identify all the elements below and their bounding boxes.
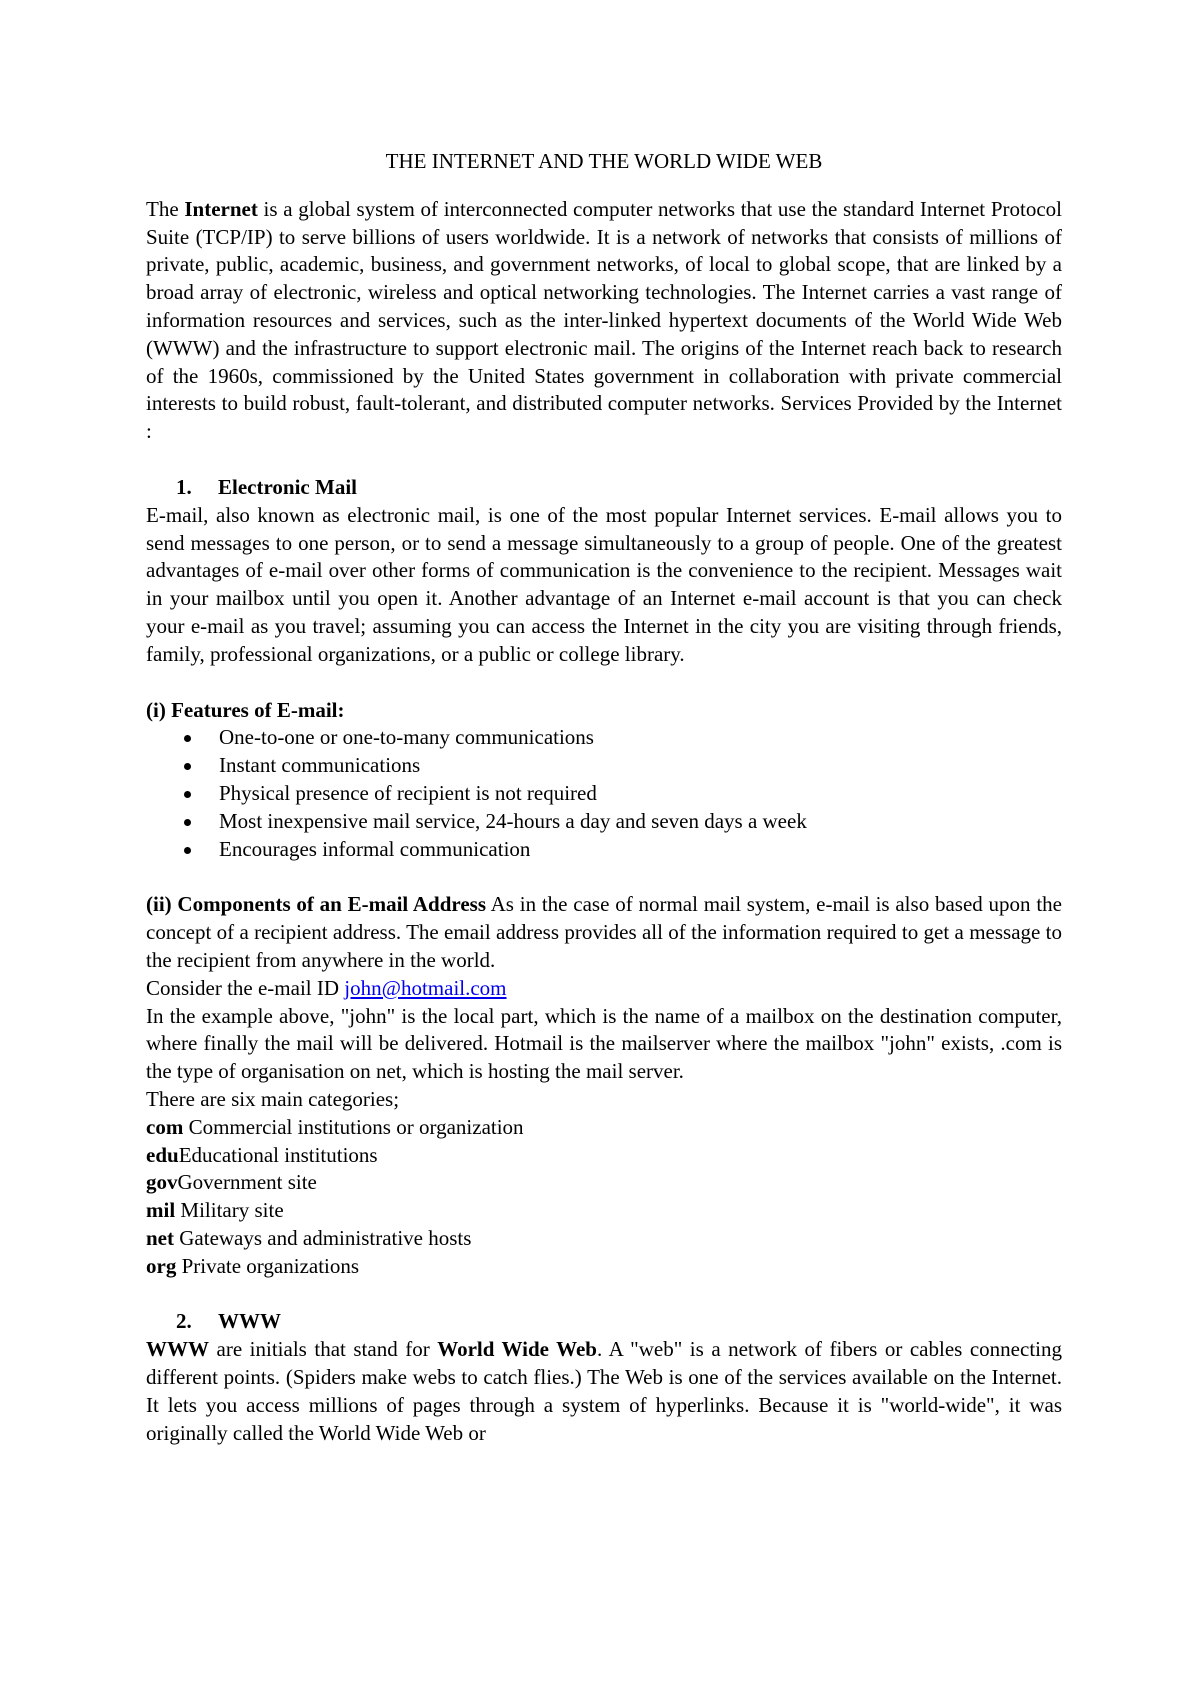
category-code: org: [146, 1253, 177, 1278]
list-item-text: Encourages informal communication: [219, 836, 531, 861]
features-list: [146, 724, 1062, 863]
bullet-icon: [184, 819, 191, 826]
category-desc: Government site: [177, 1170, 317, 1195]
list-item-text: One-to-one or one-to-many communications: [219, 725, 594, 750]
section-number: 2.: [176, 1309, 192, 1334]
example-paragraph: In the example above, "john" is the local part, which is the name of a mailbox on the destination computer, where finally the mail will be delivered. Hotmail is the mailserver where the mailbox "john" exists, .com is the type of organisation on net, which is hosting the mail server.: [146, 1003, 1062, 1084]
category-net: [146, 1225, 1062, 1253]
world-wide-web-bold: World Wide Web: [437, 1337, 597, 1362]
bullet-icon: [184, 735, 191, 742]
section-title: WWW: [218, 1309, 281, 1334]
category-desc: Educational institutions: [178, 1142, 378, 1167]
spacer: [146, 1280, 1062, 1308]
section-title: Electronic Mail: [218, 474, 357, 499]
www-text: are initials that stand for: [209, 1337, 438, 1362]
bullet-icon: [184, 847, 191, 854]
www-paragraph: [146, 1336, 1062, 1447]
www-text: . A "web" is a network of fibers or cables connecting different points. (Spiders make webs to catch flies.) The Web is one of the services available on the Internet. It lets you access millions of pages through a system of hyperlinks. Because it is "world-wide", it was originally called the World Wide Web or: [146, 1337, 1062, 1445]
intro-paragraph: [146, 196, 1062, 446]
components-heading: (ii) Components of an E-mail Address: [146, 892, 487, 917]
bullet-icon: [184, 791, 191, 798]
document-title: THE INTERNET AND THE WORLD WIDE WEB: [385, 149, 823, 173]
www-bold: WWW: [146, 1337, 209, 1362]
consider-text: Consider the e-mail ID: [146, 975, 345, 1000]
document-page: [146, 148, 1062, 1447]
intro-bold-internet: Internet: [184, 196, 258, 221]
email-link[interactable]: john@hotmail.com: [344, 975, 507, 1000]
category-code: mil: [146, 1198, 176, 1223]
components-paragraph: [146, 891, 1062, 974]
email-paragraph: E-mail, also known as electronic mail, is one of the most popular Internet services. E-mail allows you to send messages to one person, or to send a message simultaneously to a group of people. One of the greatest advantages of e-mail over other forms of communication is the convenience to the recipient. Messages wait in your mailbox until you open it. Another advantage of an Internet e-mail account is that you can check your e-mail as you travel; assuming you can access the Internet in the city you are visiting through friends, family, professional organizations, or a public or college library.: [146, 502, 1062, 666]
category-desc: Private organizations: [176, 1253, 360, 1278]
category-desc: Commercial institutions or organization: [183, 1114, 524, 1139]
intro-lead: The: [146, 196, 185, 221]
category-edu: [146, 1142, 1062, 1170]
section-heading-electronic-mail: [176, 474, 1062, 502]
consider-line: [146, 975, 1062, 1003]
category-com: [146, 1114, 1062, 1142]
list-item-text: Physical presence of recipient is not required: [219, 780, 597, 805]
category-desc: Gateways and administrative hosts: [174, 1225, 472, 1250]
category-code: net: [146, 1225, 174, 1250]
list-item: [146, 724, 1062, 752]
category-code: edu: [146, 1142, 179, 1167]
category-mil: [146, 1197, 1062, 1225]
spacer: [146, 669, 1062, 697]
list-item: [146, 836, 1062, 864]
section-number: 1.: [176, 474, 192, 499]
category-code: gov: [146, 1170, 178, 1195]
components-text: As in the case of normal mail system, e-mail is also based upon the concept of a recipient address. The email address provides all of the information required to get a message to the recipient from anywhere in the world.: [146, 892, 1062, 972]
list-item: [146, 752, 1062, 780]
intro-text: is a global system of interconnected computer networks that use the standard Internet Protocol Suite (TCP/IP) to serve billions of users worldwide. It is a network of networks that consists of millions of private, public, academic, business, and government networks, of local to global scope, that are linked by a broad array of electronic, wireless and optical networking technologies. The Internet carries a vast range of information resources and services, such as the inter-linked hypertext documents of the World Wide Web (WWW) and the infrastructure to support electronic mail. The origins of the Internet reach back to research of the 1960s, commissioned by the United States government in collaboration with private commercial interests to build robust, fault-tolerant, and distributed computer networks. Services Provided by the Internet :: [146, 196, 1062, 444]
categories-intro: There are six main categories;: [146, 1086, 400, 1111]
category-gov: [146, 1169, 1062, 1197]
list-item: [146, 780, 1062, 808]
list-item-text: Most inexpensive mail service, 24-hours a day and seven days a week: [219, 808, 807, 833]
category-code: com: [146, 1114, 184, 1139]
list-item: [146, 808, 1062, 836]
spacer: [146, 863, 1062, 891]
section-heading-www: [176, 1308, 1062, 1336]
list-item-text: Instant communications: [219, 753, 421, 778]
category-desc: Military site: [175, 1198, 284, 1223]
bullet-icon: [184, 763, 191, 770]
spacer: [146, 446, 1062, 474]
category-org: [146, 1253, 1062, 1281]
features-heading: (i) Features of E-mail:: [146, 697, 345, 722]
